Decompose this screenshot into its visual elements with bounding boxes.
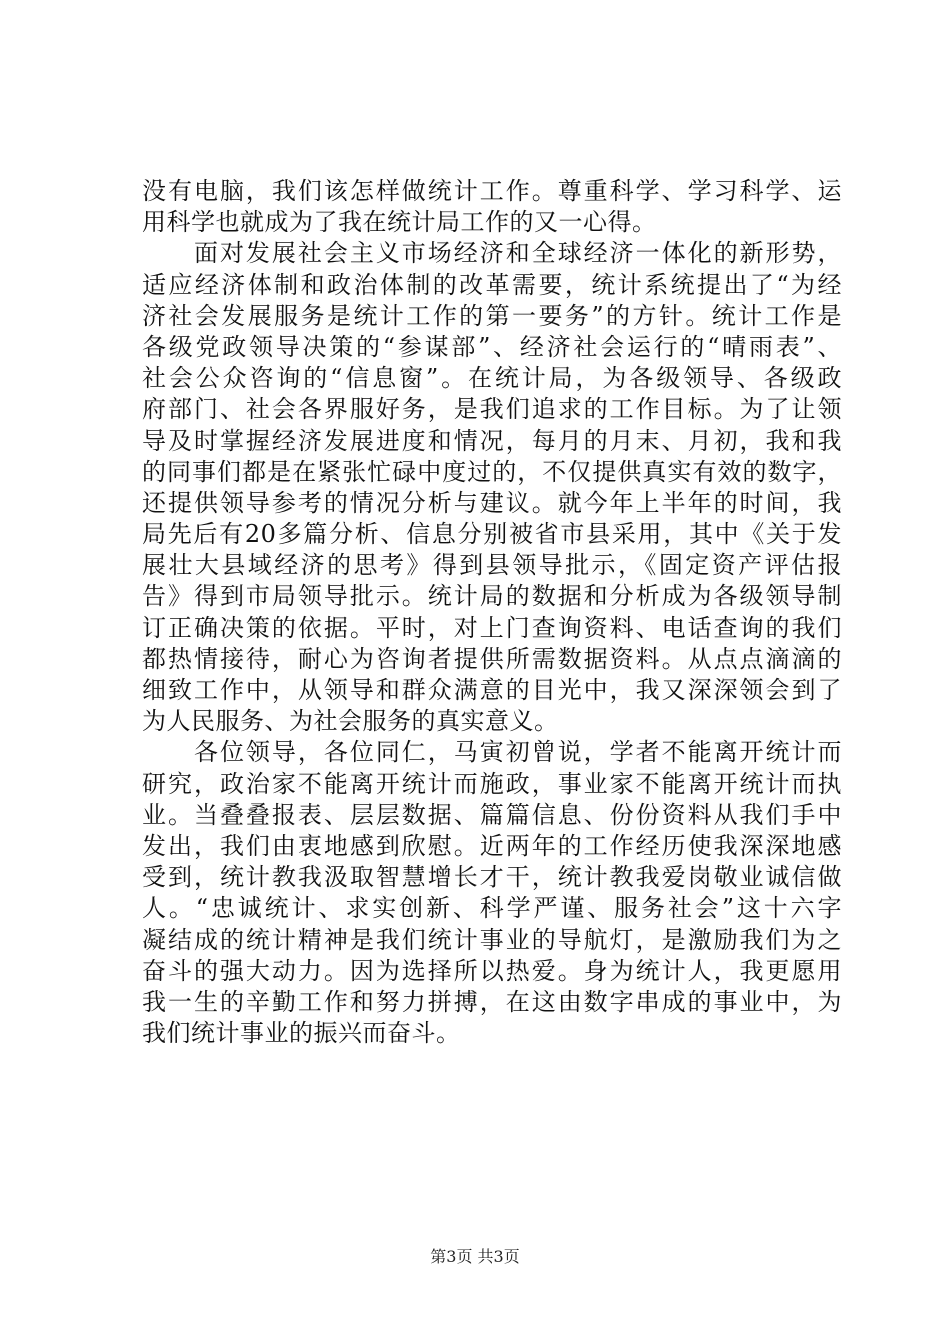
text-line: 告》得到市局领导批示。统计局的数据和分析成为各级领导制 [142,582,842,611]
text-line: 凝结成的统计精神是我们统计事业的导航灯，是激励我们为之 [142,925,842,954]
text-line: 济社会发展服务是统计工作的第一要务”的方针。统计工作是 [142,301,842,330]
text-line: 适应经济体制和政治体制的改革需要，统计系统提出了“为经 [142,270,842,299]
text-line: 研究，政治家不能离开统计而施政，事业家不能离开统计而执 [142,769,842,798]
text-line: 没有电脑，我们该怎样做统计工作。尊重科学、学习科学、运 [142,177,842,205]
text-line: 局先后有20多篇分析、信息分别被省市县采用，其中《关于发 [142,520,842,549]
text-line: 人。“忠诚统计、求实创新、科学严谨、服务社会”这十六字 [142,894,842,923]
text-line: 奋斗的强大动力。因为选择所以热爱。身为统计人，我更愿用 [142,956,842,985]
text-line: 我一生的辛勤工作和努力拼搏，在这由数字串成的事业中，为 [142,987,842,1016]
text-line: 各级党政领导决策的“参谋部”、经济社会运行的“晴雨表”、 [142,332,842,361]
text-line: 各位领导，各位同仁，马寅初曾说，学者不能离开统计而 [142,738,842,767]
text-line: 为人民服务、为社会服务的真实意义。 [142,707,559,736]
text-line: 业。当叠叠报表、层层数据、篇篇信息、份份资料从我们手中 [142,800,842,829]
text-line: 府部门、社会各界服好务，是我们追求的工作目标。为了让领 [142,395,842,424]
text-line: 细致工作中，从领导和群众满意的目光中，我又深深领会到了 [142,676,842,704]
text-line: 用科学也就成为了我在统计局工作的又一心得。 [142,208,657,237]
page-number-footer: 第3页 共3页 [430,1247,520,1266]
text-line: 都热情接待，耐心为咨询者提供所需数据资料。从点点滴滴的 [142,644,842,673]
text-line: 发出，我们由衷地感到欣慰。近两年的工作经历使我深深地感 [142,831,842,860]
text-line: 受到，统计教我汲取智慧增长才干，统计教我爱岗敬业诚信做 [142,863,842,892]
text-line: 的同事们都是在紧张忙碌中度过的，不仅提供真实有效的数字， [142,457,842,486]
text-line: 展壮大县域经济的思考》得到县领导批示，《固定资产评估报 [142,551,842,580]
text-line: 社会公众咨询的“信息窗”。在统计局，为各级领导、各级政 [142,364,842,393]
text-line: 我们统计事业的振兴而奋斗。 [142,1019,461,1048]
document-body [142,176,842,1049]
text-line: 还提供领导参考的情况分析与建议。就今年上半年的时间，我 [142,488,842,517]
text-line: 面对发展社会主义市场经济和全球经济一体化的新形势， [142,239,842,268]
text-line: 导及时掌握经济发展进度和情况，每月的月末、月初，我和我 [142,426,842,455]
text-line: 订正确决策的依据。平时，对上门查询资料、电话查询的我们 [142,613,842,642]
